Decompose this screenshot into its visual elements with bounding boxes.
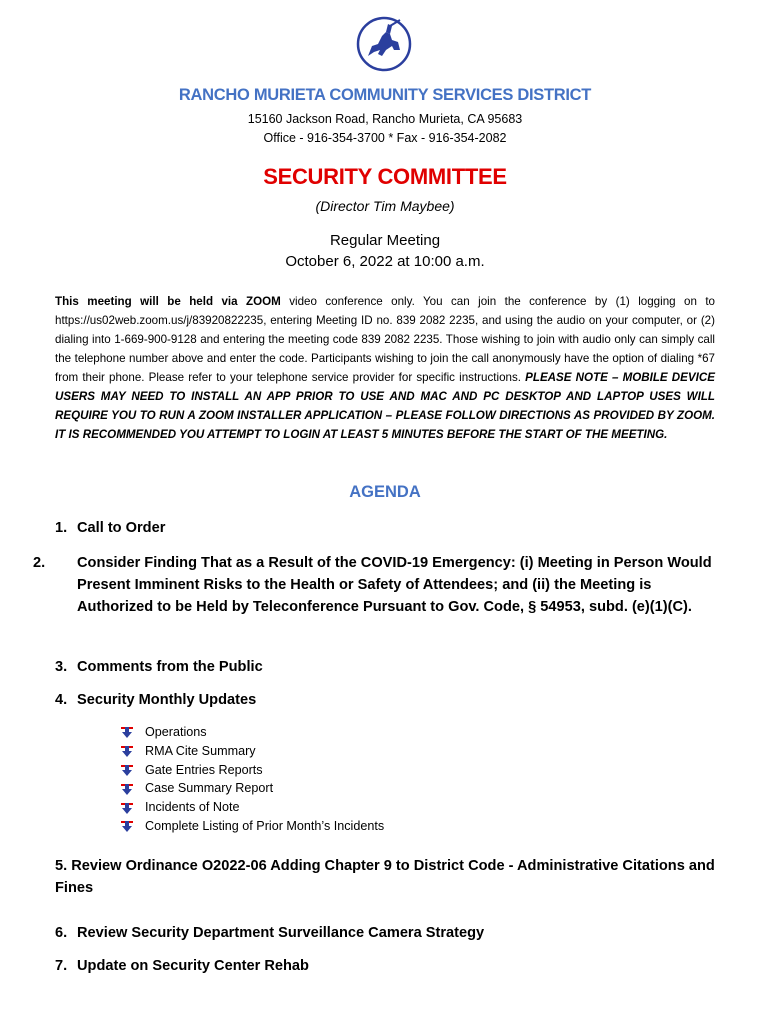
list-item: Operations (120, 723, 384, 742)
list-item: Gate Entries Reports (120, 761, 384, 780)
list-item: Case Summary Report (120, 779, 384, 798)
agenda-item-2: 2. Consider Finding That as a Result of the COVID-19 Emergency: (i) Meeting in Person Would Present Imminent Risks to the Health or Safety of Attendees; and (ii) the Meeting is Authorized to be Held by Teleconference Pursuant to Gov. Code, § 54953, subd. (e)(1)(C). (33, 555, 712, 615)
agenda-item-1: 1. Call to Order (55, 520, 166, 536)
arrow-down-icon (120, 725, 134, 739)
agenda-item-6: 6. Review Security Department Surveillance Camera Strategy (55, 925, 485, 941)
arrow-down-icon (120, 782, 134, 796)
list-item: RMA Cite Summary (120, 742, 384, 761)
arrow-down-icon (120, 819, 134, 833)
director-line: (Director Tim Maybee) (315, 198, 455, 214)
meeting-date: October 6, 2022 at 10:00 a.m. (285, 253, 485, 270)
org-name: RANCHO MURIETA COMMUNITY SERVICES DISTRICT (178, 86, 592, 104)
agenda-item-3: 3. Comments from the Public (55, 659, 263, 675)
agenda-item-7: 7. Update on Security Center Rehab (55, 958, 309, 974)
address-block (0, 110, 770, 148)
meeting-type: Regular Meeting (329, 232, 441, 249)
address-line: 15160 Jackson Road, Rancho Murieta, CA 95683 (247, 112, 523, 126)
agenda-item-5: 5. Review Ordinance O2022-06 Adding Chapter 9 to District Code - Administrative Citations and Fines (55, 858, 715, 896)
notice-lead: This meeting will be held via ZOOM (55, 295, 281, 308)
arrow-down-icon (120, 744, 134, 758)
agenda-item-4: 4. Security Monthly Updates (55, 692, 257, 708)
arrow-down-icon (120, 801, 134, 815)
list-item: Incidents of Note (120, 798, 384, 817)
arrow-down-icon (120, 763, 134, 777)
list-item: Complete Listing of Prior Month’s Incidents (120, 817, 384, 836)
notice-warning: PLEASE NOTE – MOBILE DEVICE USERS MAY NEED TO INSTALL AN APP PRIOR TO USE AND MAC AND PC DESKTOP AND LAPTOP USES WILL REQUIRE YOU TO RUN A ZOOM INSTALLER APPLICATION – PLEASE FOLLOW DIRECTIONS AS PROVIDED BY ZOOM. IT IS RECOMMENDED YOU ATTEMPT TO LOGIN AT LEAST 5 MINUTES BEFORE THE START OF THE MEETING. (55, 371, 715, 441)
notice-body: video conference only. You can join the conference by (1) logging on to https://us02web.zoom.us/j/83920822235, entering Meeting ID no. 839 2082 2235, and using the audio on your computer, or (2) dialing into 1-669-900-9128 and entering the meeting code 839 2082 2235. Those wishing to join with audio only can simply call the telephone number above and enter the code. Participants wishing to join the call anonymously have the option of dialing *67 from their phone. Please refer to your telephone service provider for specific instructions. (55, 295, 716, 384)
security-updates-list (120, 723, 384, 836)
district-logo-icon (356, 16, 412, 72)
page-title: SECURITY COMMITTEE (263, 164, 507, 189)
zoom-notice (55, 292, 715, 444)
phone-fax-line: Office - 916-354-3700 * Fax - 916-354-2082 (263, 131, 507, 145)
meeting-info (0, 230, 770, 272)
agenda-title: AGENDA (349, 483, 421, 501)
